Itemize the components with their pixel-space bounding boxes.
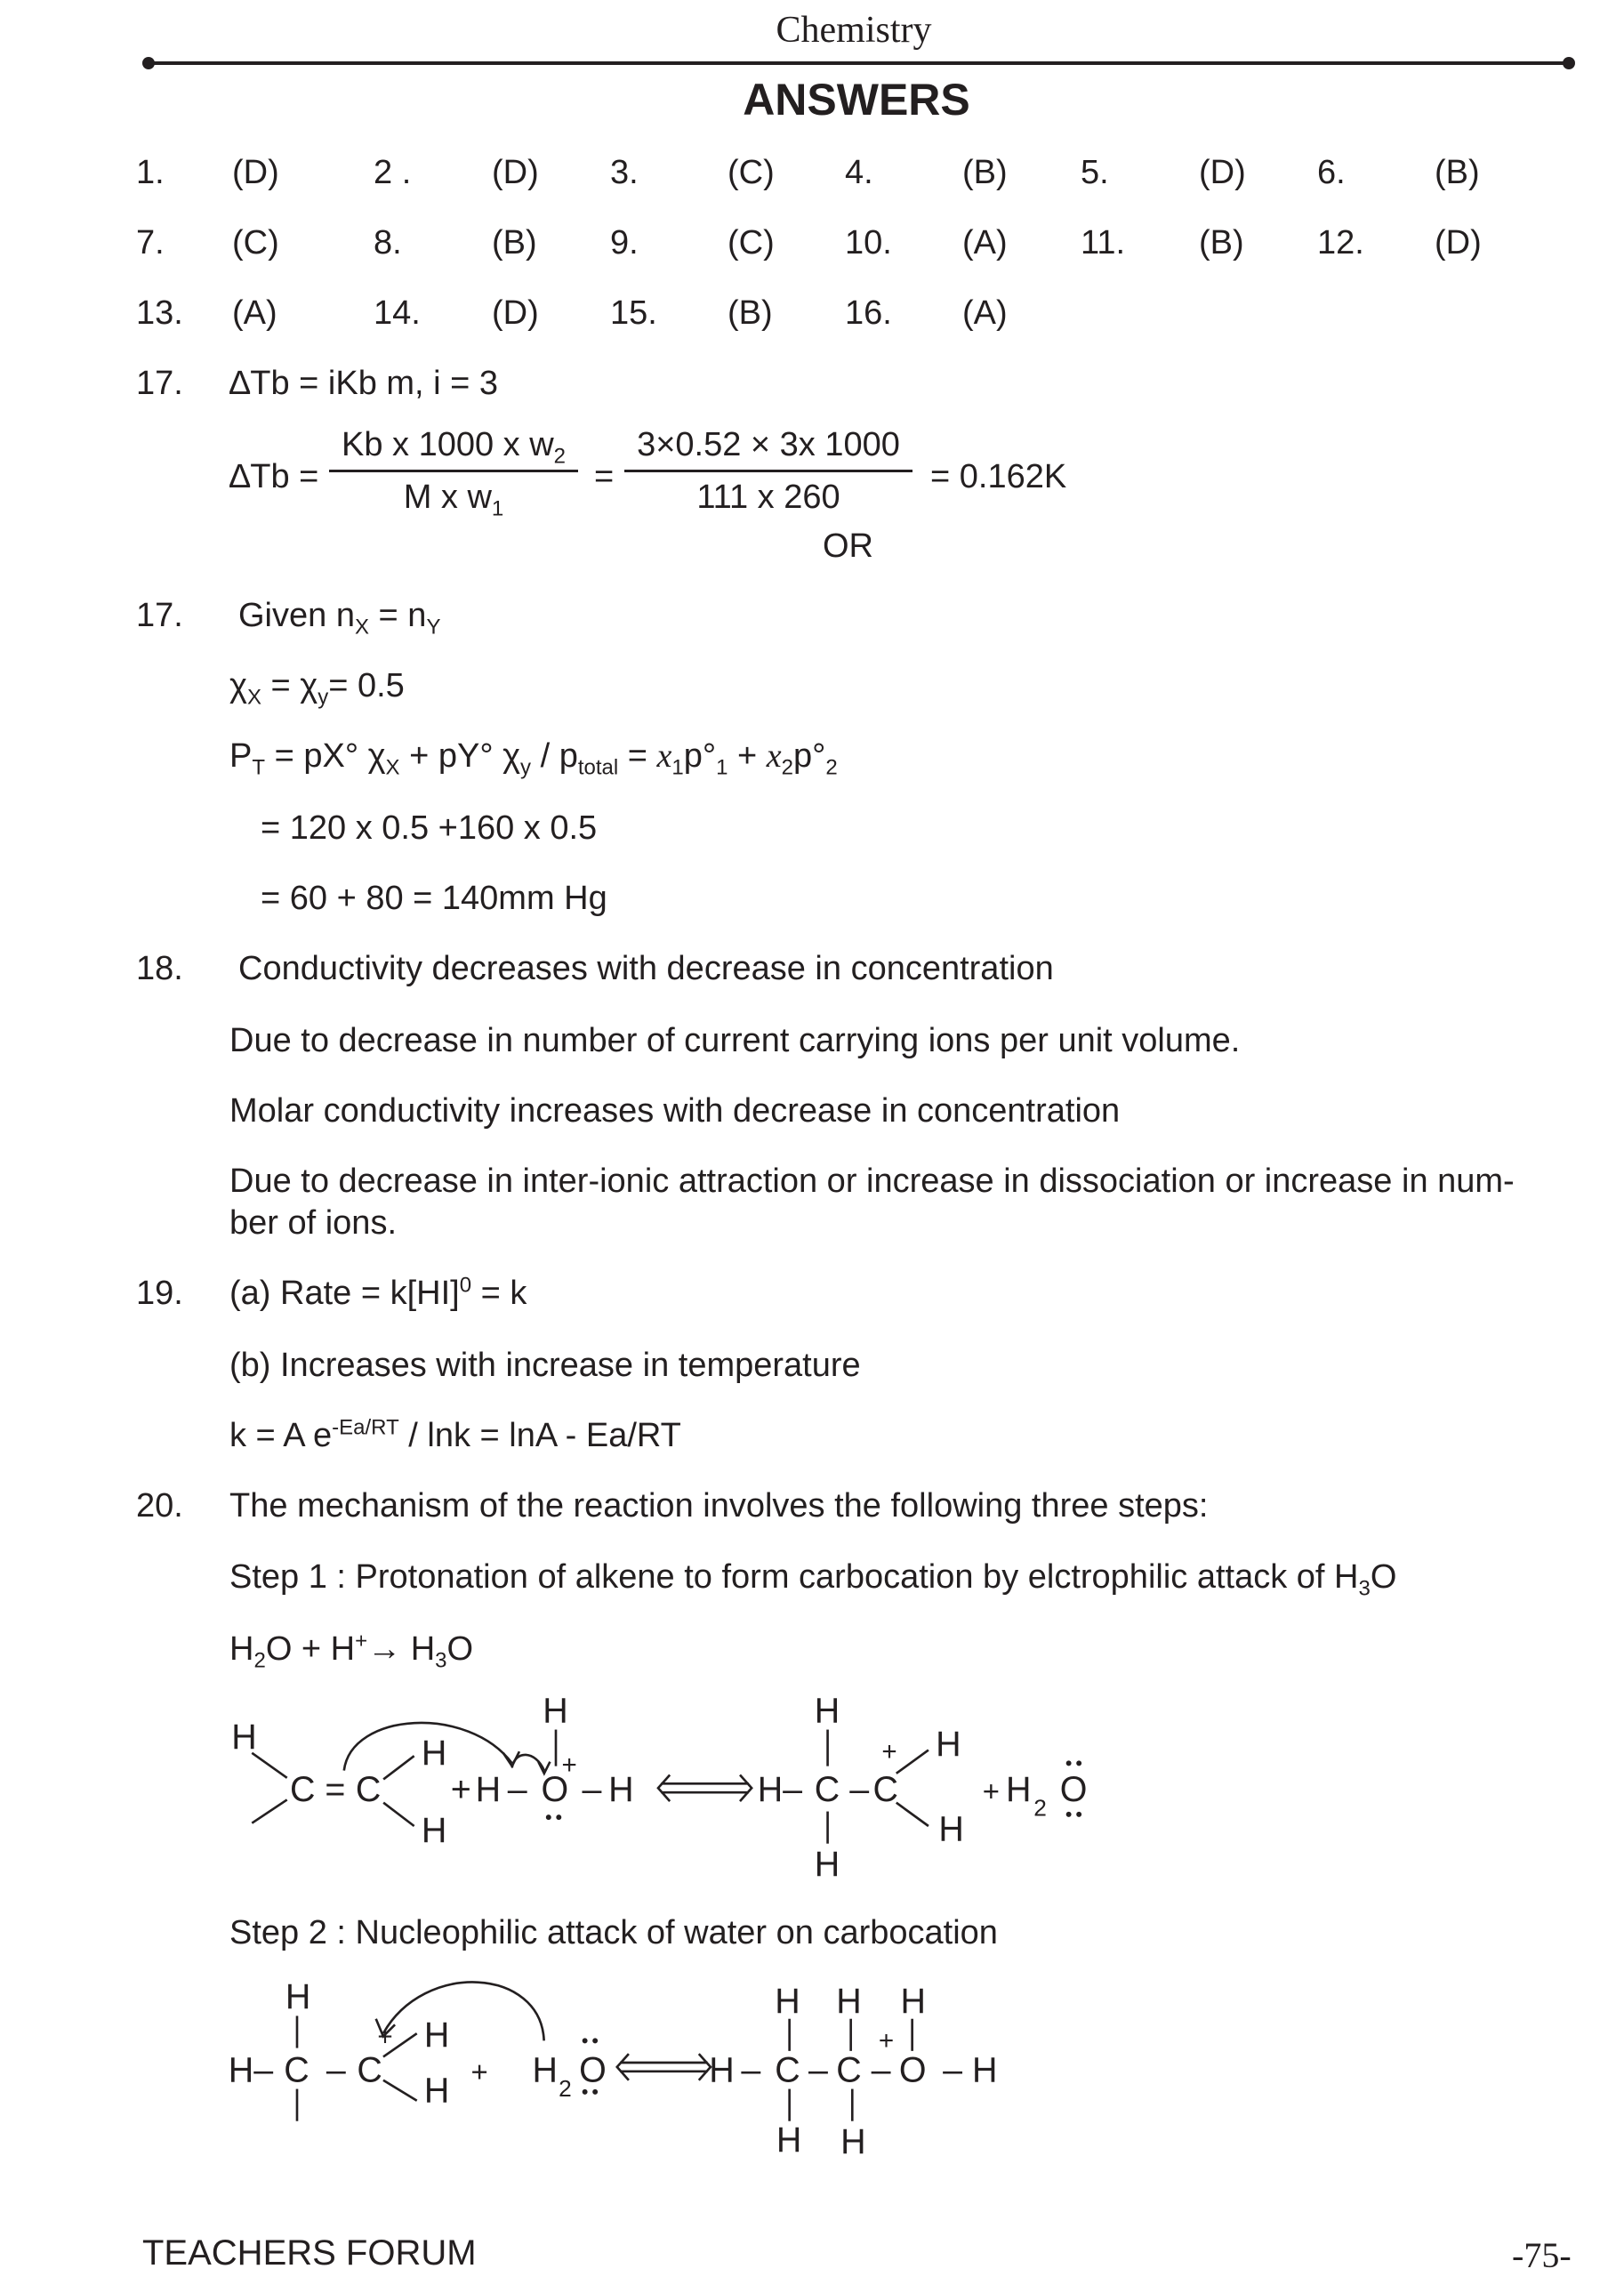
mcq-answer: (D) bbox=[1435, 224, 1482, 261]
atom-label: – bbox=[326, 2050, 346, 2090]
q20-intro: The mechanism of the reaction involves the following three steps: bbox=[229, 1487, 1209, 1525]
fraction-2-numerator: 3×0.52 × 3x 1000 bbox=[637, 426, 900, 463]
mcq-number: 5. bbox=[1081, 154, 1109, 191]
mcq-answer: (B) bbox=[1199, 224, 1244, 261]
subscript: 2 bbox=[553, 444, 567, 469]
atom-label: H bbox=[775, 1982, 800, 2022]
text: = 0.5 bbox=[328, 667, 405, 704]
q17-number: 17. bbox=[136, 365, 183, 402]
subscript: T bbox=[252, 755, 266, 780]
atom-label: O bbox=[898, 2050, 927, 2090]
subscript: 2 bbox=[825, 755, 838, 780]
q17b-calc-2: = 60 + 80 = 140mm Hg bbox=[261, 880, 607, 917]
footer-publication: TEACHERS FORUM bbox=[142, 2233, 477, 2273]
text: Given n bbox=[238, 597, 355, 634]
atom-label: H bbox=[532, 2050, 558, 2090]
mcq-answer: (A) bbox=[962, 224, 1008, 261]
mcq-answer: (D) bbox=[492, 154, 539, 191]
subscript: 1 bbox=[671, 755, 684, 780]
atom-label: C bbox=[290, 1770, 316, 1810]
text: p° bbox=[683, 737, 717, 775]
mcq-answer: (B) bbox=[492, 224, 537, 261]
text: k = A e bbox=[229, 1417, 333, 1454]
text: + pY° χ bbox=[399, 737, 521, 775]
q19-number: 19. bbox=[136, 1275, 183, 1312]
text: = n bbox=[368, 597, 427, 634]
atom-label: – bbox=[849, 1770, 870, 1810]
mcq-answer: (B) bbox=[962, 154, 1008, 191]
mcq-number: 10. bbox=[845, 224, 892, 261]
atom-label: H bbox=[543, 1691, 568, 1731]
q18-line: Due to decrease in number of current carrying ions per unit volume. bbox=[229, 1022, 1241, 1059]
step2-mechanism-diagram bbox=[205, 1960, 1024, 2165]
subscript: 3 bbox=[435, 1648, 447, 1673]
atom-label: H bbox=[776, 2120, 802, 2160]
text: = pX° χ bbox=[265, 737, 386, 775]
atom-label: C bbox=[872, 1770, 898, 1810]
atom-label: + bbox=[878, 2026, 895, 2056]
atom-label: + bbox=[450, 1770, 471, 1810]
q17-lhs: ∆Tb = bbox=[229, 458, 319, 495]
equals-sign: = bbox=[594, 458, 615, 495]
mcq-number: 8. bbox=[374, 224, 402, 261]
atom-label: H bbox=[938, 1809, 964, 1849]
numerator-text: Kb x 1000 x w bbox=[341, 426, 554, 463]
q19-part-a bbox=[229, 1274, 527, 1313]
q20-step2: Step 2 : Nucleophilic attack of water on carbocation bbox=[229, 1914, 998, 1951]
q17b-calc-1: = 120 x 0.5 +160 x 0.5 bbox=[261, 809, 598, 847]
mcq-answer: (D) bbox=[1199, 154, 1246, 191]
atom-label: – bbox=[582, 1770, 602, 1810]
mcq-answer: (C) bbox=[232, 224, 279, 261]
subscript: X bbox=[246, 685, 261, 710]
superscript: + bbox=[355, 1629, 368, 1653]
rule-end-dot bbox=[1563, 57, 1575, 69]
atom-label: + bbox=[982, 1774, 1000, 1808]
fraction-bar bbox=[624, 470, 912, 472]
atom-label: H– bbox=[228, 2050, 274, 2090]
atom-label: H bbox=[423, 2015, 450, 2055]
superscript: 0 bbox=[459, 1273, 472, 1298]
text: H bbox=[229, 1630, 254, 1668]
text: P bbox=[229, 737, 253, 775]
subject-header: Chemistry bbox=[776, 10, 932, 51]
mcq-number: 7. bbox=[136, 224, 165, 261]
subscript: 2 bbox=[781, 755, 794, 780]
atom-label: + bbox=[561, 1750, 577, 1780]
q17b-given bbox=[238, 596, 441, 640]
mcq-answer: (C) bbox=[728, 224, 775, 261]
text: / p bbox=[531, 737, 578, 775]
text: O bbox=[1370, 1558, 1397, 1596]
atom-label: H bbox=[421, 1734, 447, 1773]
text: = k bbox=[471, 1275, 527, 1312]
atom-label: + bbox=[881, 1737, 897, 1767]
page-number: -75- bbox=[1512, 2235, 1572, 2275]
atom-label: H bbox=[814, 1691, 840, 1731]
subscript: X bbox=[354, 615, 369, 640]
atom-label: O bbox=[541, 1770, 569, 1810]
var-x: x bbox=[766, 737, 782, 775]
atom-label: – bbox=[507, 1770, 527, 1810]
q17b-mole-fraction bbox=[229, 666, 405, 710]
fraction-1-numerator bbox=[329, 425, 578, 469]
atom-label: H bbox=[608, 1770, 634, 1810]
denominator-text: M x w bbox=[403, 479, 492, 516]
atom-label: C bbox=[814, 1770, 840, 1810]
mcq-number: 2 . bbox=[374, 154, 412, 191]
atom-label: H bbox=[1006, 1770, 1032, 1810]
text: = χ bbox=[261, 667, 318, 704]
q17-result: = 0.162K bbox=[930, 458, 1067, 495]
subscript: total bbox=[577, 755, 619, 780]
subscript: y bbox=[520, 755, 532, 780]
fraction-1 bbox=[329, 425, 578, 521]
mcq-number: 6. bbox=[1317, 154, 1346, 191]
q18-number: 18. bbox=[136, 950, 183, 987]
text: O + H bbox=[265, 1630, 356, 1668]
mcq-number: 14. bbox=[374, 294, 421, 332]
mcq-answer: (B) bbox=[728, 294, 773, 332]
atom-label: H bbox=[936, 1725, 961, 1765]
text: O bbox=[446, 1630, 474, 1668]
atom-label: – bbox=[871, 2050, 891, 2090]
subscript: 1 bbox=[491, 496, 504, 521]
atom-label: H bbox=[836, 1982, 862, 2022]
q17-line1: ∆Tb = iKb m, i = 3 bbox=[229, 365, 499, 402]
text: p° bbox=[793, 737, 826, 775]
mcq-number: 11. bbox=[1081, 224, 1126, 261]
fraction-2 bbox=[624, 425, 912, 517]
atom-label: C bbox=[355, 1770, 382, 1810]
q18-line: ber of ions. bbox=[229, 1204, 397, 1242]
text: χ bbox=[229, 667, 247, 704]
mcq-number: 3. bbox=[610, 154, 639, 191]
q18-line: Molar conductivity increases with decrease in concentration bbox=[229, 1092, 1121, 1130]
atom-label: C bbox=[775, 2050, 800, 2090]
step1-mechanism-diagram bbox=[205, 1683, 1112, 1887]
subscript: y bbox=[318, 685, 329, 710]
atom-label: H bbox=[231, 1717, 257, 1757]
atom-label: C bbox=[357, 2050, 382, 2090]
atom-label: + bbox=[377, 2022, 393, 2052]
atom-label: O bbox=[579, 2050, 607, 2090]
subscript: 1 bbox=[716, 755, 728, 780]
fraction-2-denominator: 111 x 260 bbox=[696, 479, 840, 516]
text: Step 1 : Protonation of alkene to form carbocation by elctrophilic attack of H bbox=[229, 1558, 1359, 1596]
mcq-number: 13. bbox=[136, 294, 183, 332]
atom-label: O bbox=[1059, 1770, 1088, 1810]
atom-label: H bbox=[900, 1982, 926, 2022]
mcq-number: 16. bbox=[845, 294, 892, 332]
text: = bbox=[618, 737, 657, 775]
mcq-answer: (D) bbox=[232, 154, 279, 191]
mcq-number: 4. bbox=[845, 154, 873, 191]
atom-label: H bbox=[840, 2121, 866, 2161]
atom-label: – bbox=[808, 2050, 828, 2090]
q20-step1 bbox=[229, 1557, 1397, 1601]
atom-label: H bbox=[709, 2050, 735, 2090]
text: + bbox=[728, 737, 767, 775]
fraction-bar bbox=[329, 470, 578, 472]
q17b-number: 17. bbox=[136, 597, 183, 634]
q19-part-b: (b) Increases with increase in temperature bbox=[229, 1347, 861, 1384]
q17b-total-pressure bbox=[229, 736, 838, 780]
q19-arrhenius bbox=[229, 1416, 681, 1455]
mcq-number: 12. bbox=[1317, 224, 1364, 261]
atom-label: – bbox=[943, 2050, 963, 2090]
mcq-answer: (A) bbox=[962, 294, 1008, 332]
mcq-answer: (B) bbox=[1435, 154, 1480, 191]
or-separator: OR bbox=[823, 527, 873, 565]
atom-label: H bbox=[475, 1770, 502, 1810]
atom-label: – bbox=[741, 2050, 761, 2090]
text: / lnk = lnA - Ea/RT bbox=[398, 1417, 681, 1454]
superscript: -Ea/RT bbox=[332, 1415, 399, 1440]
atom-label: = bbox=[325, 1770, 346, 1810]
atom-label: 2 bbox=[1033, 1794, 1047, 1822]
mcq-answer: (A) bbox=[232, 294, 277, 332]
atom-label: H bbox=[972, 2050, 998, 2090]
atom-label: 2 bbox=[559, 2074, 572, 2102]
header-rule bbox=[148, 61, 1568, 65]
mcq-number: 15. bbox=[610, 294, 657, 332]
atom-label: H bbox=[423, 2071, 450, 2111]
mcq-number: 9. bbox=[610, 224, 639, 261]
atom-label: H bbox=[814, 1844, 840, 1884]
atom-label: C bbox=[284, 2050, 310, 2090]
atom-label: C bbox=[836, 2050, 862, 2090]
subscript: 2 bbox=[253, 1648, 266, 1673]
q20-hydronium-equation bbox=[229, 1629, 474, 1673]
mcq-answer: (C) bbox=[728, 154, 775, 191]
fraction-1-denominator bbox=[329, 478, 578, 521]
subscript: X bbox=[385, 755, 400, 780]
subscript: 3 bbox=[1358, 1576, 1371, 1601]
text: (a) Rate = k[HI] bbox=[229, 1275, 460, 1312]
atom-label: H bbox=[285, 1977, 311, 2017]
mcq-number: 1. bbox=[136, 154, 165, 191]
q20-number: 20. bbox=[136, 1487, 183, 1525]
page-title: ANSWERS bbox=[743, 75, 970, 125]
atom-label: H bbox=[421, 1811, 447, 1851]
var-x: x bbox=[656, 737, 672, 775]
subscript: Y bbox=[426, 615, 441, 640]
q18-line: Conductivity decreases with decrease in concentration bbox=[238, 950, 1054, 987]
text: → H bbox=[367, 1630, 436, 1668]
atom-label: H– bbox=[757, 1770, 803, 1810]
q18-line: Due to decrease in inter-ionic attraction or increase in dissociation or increase in num- bbox=[229, 1163, 1515, 1200]
mcq-answer: (D) bbox=[492, 294, 539, 332]
atom-label: + bbox=[470, 2055, 488, 2088]
